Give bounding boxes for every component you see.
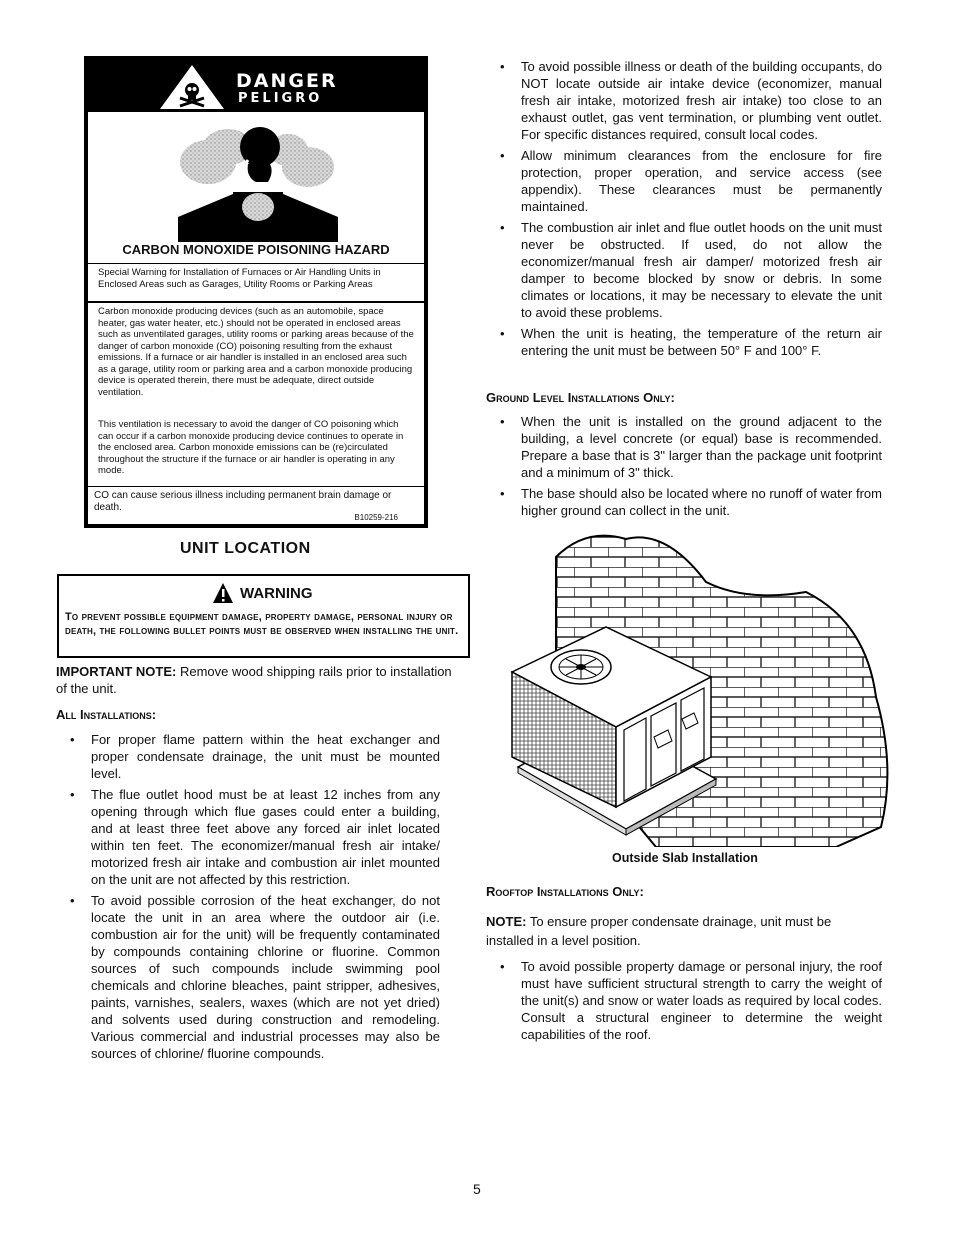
- bullet-icon: •: [500, 148, 505, 163]
- skull-warning-icon: [156, 62, 228, 112]
- co-warning: CO can cause serious illness including permanent brain damage or death.: [88, 486, 424, 524]
- warning-triangle-icon: [212, 582, 234, 604]
- important-note: [56, 663, 460, 697]
- list-item: • The combustion air inlet and flue outlet hoods on the unit must never be obstructed. If used, do not allow the economizer/manual fresh air damper/ motorized fresh air damper to become blocked by snow or debris. In some climates or locations, it may be necessary to elevate the unit to avoid these problems.: [500, 220, 882, 320]
- list-item: • The base should also be located where no runoff of water from higher ground can collect in the unit.: [500, 486, 882, 518]
- important-note-label: IMPORTANT NOTE:: [56, 664, 177, 679]
- bullet-icon: •: [70, 732, 75, 747]
- list-item: • When the unit is heating, the temperature of the return air entering the unit must be between 50° F and 100° F.: [500, 326, 882, 358]
- ground-level-list: [486, 413, 882, 523]
- rooftop-note-text: To ensure proper condensate drainage, unit must be installed in a level position.: [486, 914, 832, 948]
- warning-text: To prevent possible equipment damage, property damage, personal injury or death, the following bullet points must be observed when installing the unit.: [65, 611, 459, 637]
- bullet-icon: •: [500, 220, 505, 235]
- important-note-text: Remove wood shipping rails prior to installation of the unit.: [56, 664, 452, 696]
- ventilation-paragraph-1: Carbon monoxide producing devices (such as an automobile, space heater, gas water heater, etc.) should not be operated in enclosed areas such as unventilated garages, utility rooms or parking areas because of the danger of carbon monoxide (CO) poisoning resulting from the exhaust emissions. If a furnace or air handler is installed in an enclosed area such as a garage, utility room or parking area and a carbon monoxide producing device is operated therein, there must be adequate, direct outside ventilation.: [98, 306, 414, 398]
- bullet-icon: •: [500, 959, 505, 974]
- outside-slab-installation-figure: [506, 527, 892, 847]
- bullet-icon: •: [500, 59, 505, 74]
- bullet-icon: •: [500, 414, 505, 429]
- danger-word-spanish: PELIGRO: [238, 91, 323, 106]
- right-column-list: [486, 58, 882, 363]
- figure-caption: Outside Slab Installation: [612, 851, 758, 865]
- list-item: • The flue outlet hood must be at least 12 inches from any opening through which flue gases could enter a building, and at least three feet above any forced air inlet located within ten feet. The economizer/manual fresh air intake/ motorized fresh air intake and combustion air inlet mounted on the unit are not affected by this restriction.: [70, 787, 440, 887]
- list-item: • To avoid possible illness or death of the building occupants, do NOT locate outside air intake device (economizer, manual fresh air intake, motorized fresh air intake) too close to an exhaust outlet, gas vent termination, or plumbing vent outlet. For specific distances required, consult local codes.: [500, 59, 882, 142]
- page-number: 5: [473, 1181, 481, 1197]
- rooftop-note-label: NOTE:: [486, 914, 527, 929]
- danger-word: DANGER: [236, 70, 338, 92]
- rooftop-note: [486, 912, 882, 950]
- danger-body: [88, 112, 424, 524]
- list-item: • To avoid possible corrosion of the heat exchanger, do not locate the unit in an area where the outdoor air (i.e. combustion air for the unit) will be frequently contaminated by compounds containing chlorine or fluorine. Common sources of such compounds include swimming pool chemicals and chlorine bleaches, paint stripper, adhesives, paints, varnishes, sealers, waxes (which are not yet dried) and solvents used during construction and remodeling. Various commercial and industrial processes may also be sources of chlorine/ fluorine compounds.: [70, 893, 440, 1061]
- label-code: B10259-216: [354, 513, 398, 522]
- list-item: • For proper flame pattern within the heat exchanger and proper condensate drainage, the unit must be mounted level.: [70, 732, 440, 781]
- bullet-icon: •: [70, 893, 75, 908]
- list-item: • To avoid possible property damage or personal injury, the roof must have sufficient structural strength to carry the weight of the unit(s) and snow or water loads as required by local codes. Consult a structural engineer to determine the weight capabilities of the roof.: [500, 959, 882, 1042]
- danger-label: [84, 56, 428, 528]
- all-installations-list: [56, 731, 440, 1066]
- bullet-icon: •: [500, 486, 505, 501]
- bullet-icon: •: [70, 787, 75, 802]
- hazard-title: CARBON MONOXIDE POISONING HAZARD: [122, 242, 390, 257]
- list-item: • Allow minimum clearances from the enclosure for fire protection, proper operation, and service access (see appendix). These clearances must be permanently maintained.: [500, 148, 882, 214]
- rooftop-list: [486, 958, 882, 1047]
- unit-location-heading: UNIT LOCATION: [180, 540, 311, 557]
- list-item: • When the unit is installed on the ground adjacent to the building, a level concrete (or equal) base is recommended. Prepare a base that is 3" larger than the package unit footprint and a minimum of 3" thick.: [500, 414, 882, 480]
- ground-level-heading: Ground Level Installations Only:: [486, 390, 675, 405]
- ventilation-section: [88, 301, 424, 486]
- danger-header: [86, 58, 426, 112]
- ventilation-paragraph-2: This ventilation is necessary to avoid the danger of CO poisoning which can occur if a carbon monoxide producing device continues to operate in the enclosed area. Carbon monoxide emissions can be (re)circulated throughout the structure if the furnace or air handler is operating in any mode.: [98, 419, 404, 476]
- co-poisoning-pictogram-icon: [178, 122, 338, 242]
- all-installations-heading: All Installations:: [56, 707, 157, 722]
- bullet-icon: •: [500, 326, 505, 341]
- warning-title-text: WARNING: [240, 584, 313, 602]
- rooftop-heading: Rooftop Installations Only:: [486, 884, 644, 899]
- warning-title: [212, 582, 313, 604]
- special-warning: Special Warning for Installation of Furnaces or Air Handling Units in Enclosed Areas such as Garages, Utility Rooms or Parking Areas: [88, 263, 424, 301]
